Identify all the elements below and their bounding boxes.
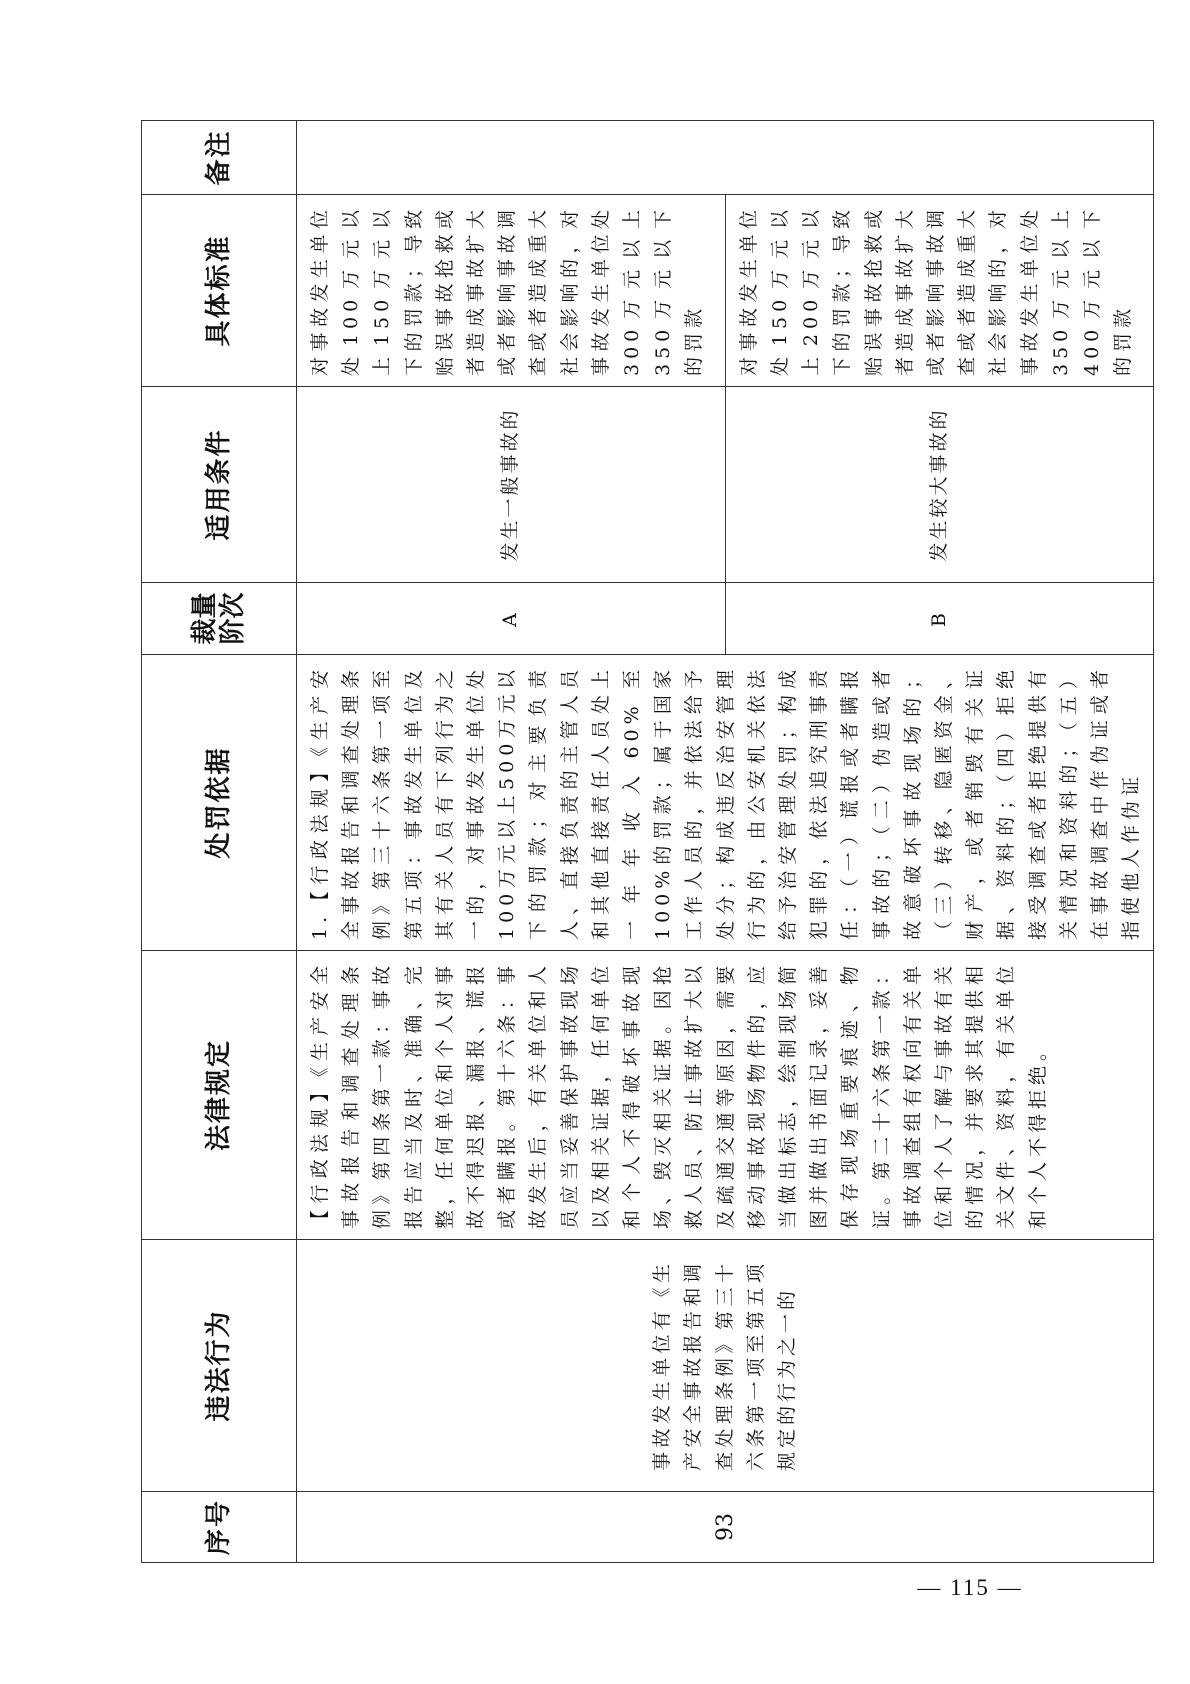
page-number: — 115 — <box>917 1575 1023 1600</box>
violation-cell <box>297 1240 1154 1492</box>
header-law: 法律规定 <box>142 951 297 1240</box>
standard-cell-b <box>725 195 1154 387</box>
penalty-table <box>141 120 1154 1563</box>
standard-text-a: 对事故发生单位处100万元以上150万元以下的罚款；导致贻误事故抢救或者造成事故扩大或者影响事故调查或者造成重大社会影响的，对事故发生单位处300万元以上350万元以下的罚款 <box>309 205 706 376</box>
penalty-text: 1.【行政法规】《生产安全事故报告和调查处理条例》第三十六条第一项至第五项：事故发生单位及其有关人员有下列行为之一的，对事故发生单位处100万元以上500万元以下的罚款；对主要负责人、直接负责的主管人员和其他直接责任人员处上一年年收入60%至100%的罚款；属于国家工作人员的，并依法给予处分；构成违反治安管理行为的，由公安机关依法给予治安管理处罚；构成犯罪的，依法追究刑事责任：（一）谎报或者瞒报事故的；（二）伪造或者故意破坏事故现场的；（三）转移、隐匿资金、财产，或者销毁有关证据、资料的；（四）拒绝接受调查或者拒绝提供有关情况和资料的；（五）在事故调查中作伪证或者指使他人作伪证 <box>309 665 1143 940</box>
standard-cell-a <box>297 195 726 387</box>
header-level: 裁量阶次 <box>142 583 297 655</box>
condition-cell-a: 发生一般事故的 <box>297 387 726 583</box>
rotated-table-wrapper <box>141 121 1143 1563</box>
level-cell-b: B <box>725 583 1154 655</box>
table-row <box>297 121 726 1563</box>
header-violation: 违法行为 <box>142 1240 297 1492</box>
standard-text-b: 对事故发生单位处150万元以上200万元以下的罚款；导致贻误事故抢救或者造成事故扩大或者影响事故调查或者造成重大社会影响的，对事故发生单位处350万元以上400万元以下的罚款 <box>737 205 1135 376</box>
table-header-row <box>142 121 297 1563</box>
level-cell-a: A <box>297 583 726 655</box>
violation-text: 事故发生单位有《生产安全事故报告和调查处理条例》第三十六条第一项至第五项规定的行为之一的 <box>651 1260 799 1471</box>
condition-cell-b: 发生较大事故的 <box>725 387 1154 583</box>
header-note: 备注 <box>142 121 297 195</box>
header-penalty: 处罚依据 <box>142 655 297 951</box>
law-cell <box>297 951 1154 1240</box>
header-standard: 具体标准 <box>142 195 297 387</box>
seq-cell: 93 <box>297 1492 1154 1563</box>
penalty-cell <box>297 655 1154 951</box>
law-text: 【行政法规】《生产安全事故报告和调查处理条例》第四条第一款：事故报告应当及时、准确、完整，任何单位和个人对事故不得迟报、漏报、谎报或者瞒报。第十六条：事故发生后，有关单位和人员应当妥善保护事故现场以及相关证据，任何单位和个人不得破坏事故现场、毁灭相关证据。因抢救人员、防止事故扩大以及疏通交通等原因，需要移动事故现场物件的，应当做出标志，绘制现场简图并做出书面记录，妥善保存现场重要痕迹、物证。第二十六条第一款：事故调查组有权向有关单位和个人了解与事故有关的情况，并要求其提供相关文件、资料，有关单位和个人不得拒绝。 <box>309 961 1049 1229</box>
note-cell <box>297 121 1154 195</box>
header-seq: 序号 <box>142 1492 297 1563</box>
header-condition: 适用条件 <box>142 387 297 583</box>
